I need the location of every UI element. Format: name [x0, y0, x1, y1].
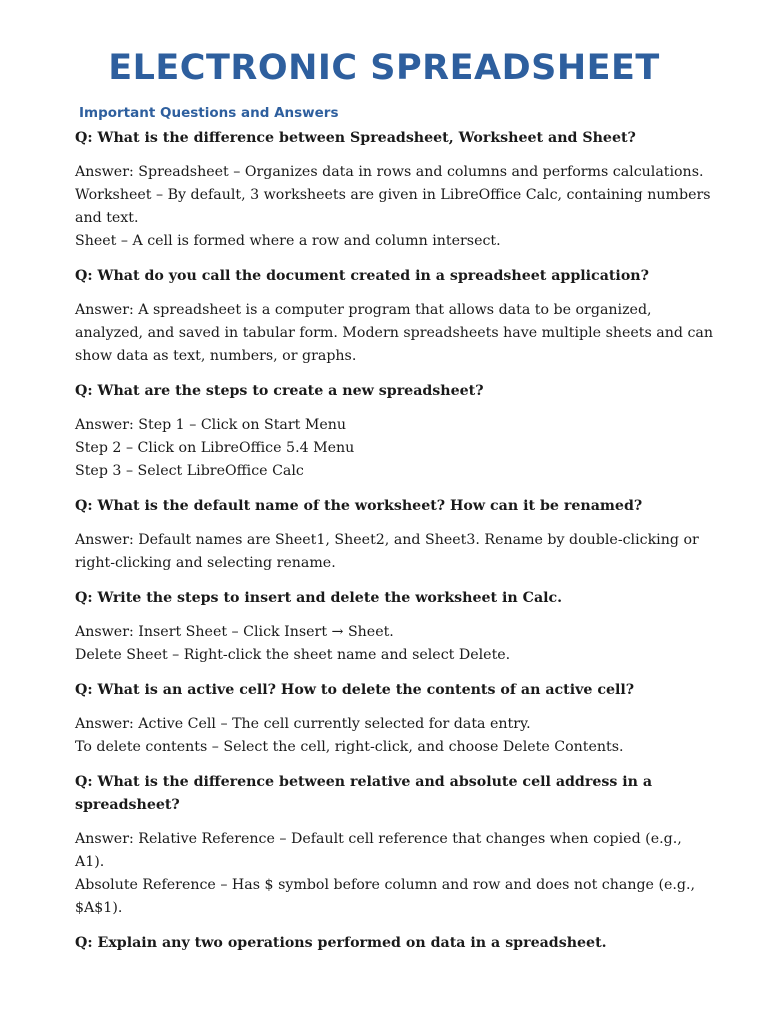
question-text: Q: What do you call the document created in a spreadsheet application?: [75, 268, 649, 284]
answer-line: Absolute Reference – Has $ symbol before column and row and does not change (e.g., $A$1).: [75, 877, 695, 916]
question-text: Q: What are the steps to create a new spreadsheet?: [75, 383, 484, 399]
qa-item: [75, 679, 715, 759]
answer-text: [75, 621, 715, 667]
answer-line: Answer: Relative Reference – Default cell reference that changes when copied (e.g., A1).: [75, 831, 682, 870]
answer-line: Answer: Step 1 – Click on Start Menu: [75, 417, 347, 433]
answer-line: To delete contents – Select the cell, right-click, and choose Delete Contents.: [75, 739, 624, 755]
qa-item: [75, 380, 715, 483]
answer-text: [75, 414, 715, 483]
question-text: Q: What is the difference between relative and absolute cell address in a spreadsheet?: [75, 774, 653, 813]
qa-item: [75, 495, 715, 575]
answer-line: Answer: Active Cell – The cell currently selected for data entry.: [75, 716, 531, 732]
answer-line: Sheet – A cell is formed where a row and column intersect.: [75, 233, 501, 249]
answer-line: Answer: Spreadsheet – Organizes data in rows and columns and performs calculations. Worksheet – By default, 3 worksheets are given in LibreOffice Calc, containing numbers and text.: [75, 164, 711, 226]
answer-text: [75, 529, 715, 575]
answer-text: [75, 828, 715, 920]
answer-line: Delete Sheet – Right-click the sheet name and select Delete.: [75, 647, 511, 663]
qa-item: [75, 771, 715, 920]
qa-item: [75, 127, 715, 253]
answer-line: Step 2 – Click on LibreOffice 5.4 Menu: [75, 440, 355, 456]
answer-text: [75, 713, 715, 759]
question-text: Q: Explain any two operations performed on data in a spreadsheet.: [75, 935, 607, 951]
page-subtitle: Important Questions and Answers: [79, 105, 339, 121]
qa-list: [75, 127, 715, 966]
qa-item: [75, 265, 715, 368]
answer-text: [75, 161, 715, 253]
answer-text: [75, 299, 715, 368]
question-text: Q: What is the default name of the worksheet? How can it be renamed?: [75, 498, 643, 514]
answer-line: Answer: A spreadsheet is a computer program that allows data to be organized, analyzed, and saved in tabular form. Modern spreadsheets have multiple sheets and can show data as text, numbers, or graphs.: [75, 302, 714, 364]
question-text: Q: What is the difference between Spreadsheet, Worksheet and Sheet?: [75, 130, 636, 146]
question-text: Q: What is an active cell? How to delete the contents of an active cell?: [75, 682, 635, 698]
qa-item: [75, 932, 715, 955]
question-text: Q: Write the steps to insert and delete the worksheet in Calc.: [75, 590, 563, 606]
page-title: ELECTRONIC SPREADSHEET: [108, 48, 660, 88]
qa-item: [75, 587, 715, 667]
answer-line: Step 3 – Select LibreOffice Calc: [75, 463, 304, 479]
answer-line: Answer: Default names are Sheet1, Sheet2, and Sheet3. Rename by double-clicking or right-clicking and selecting rename.: [75, 532, 699, 571]
answer-line: Answer: Insert Sheet – Click Insert → Sheet.: [75, 624, 394, 640]
